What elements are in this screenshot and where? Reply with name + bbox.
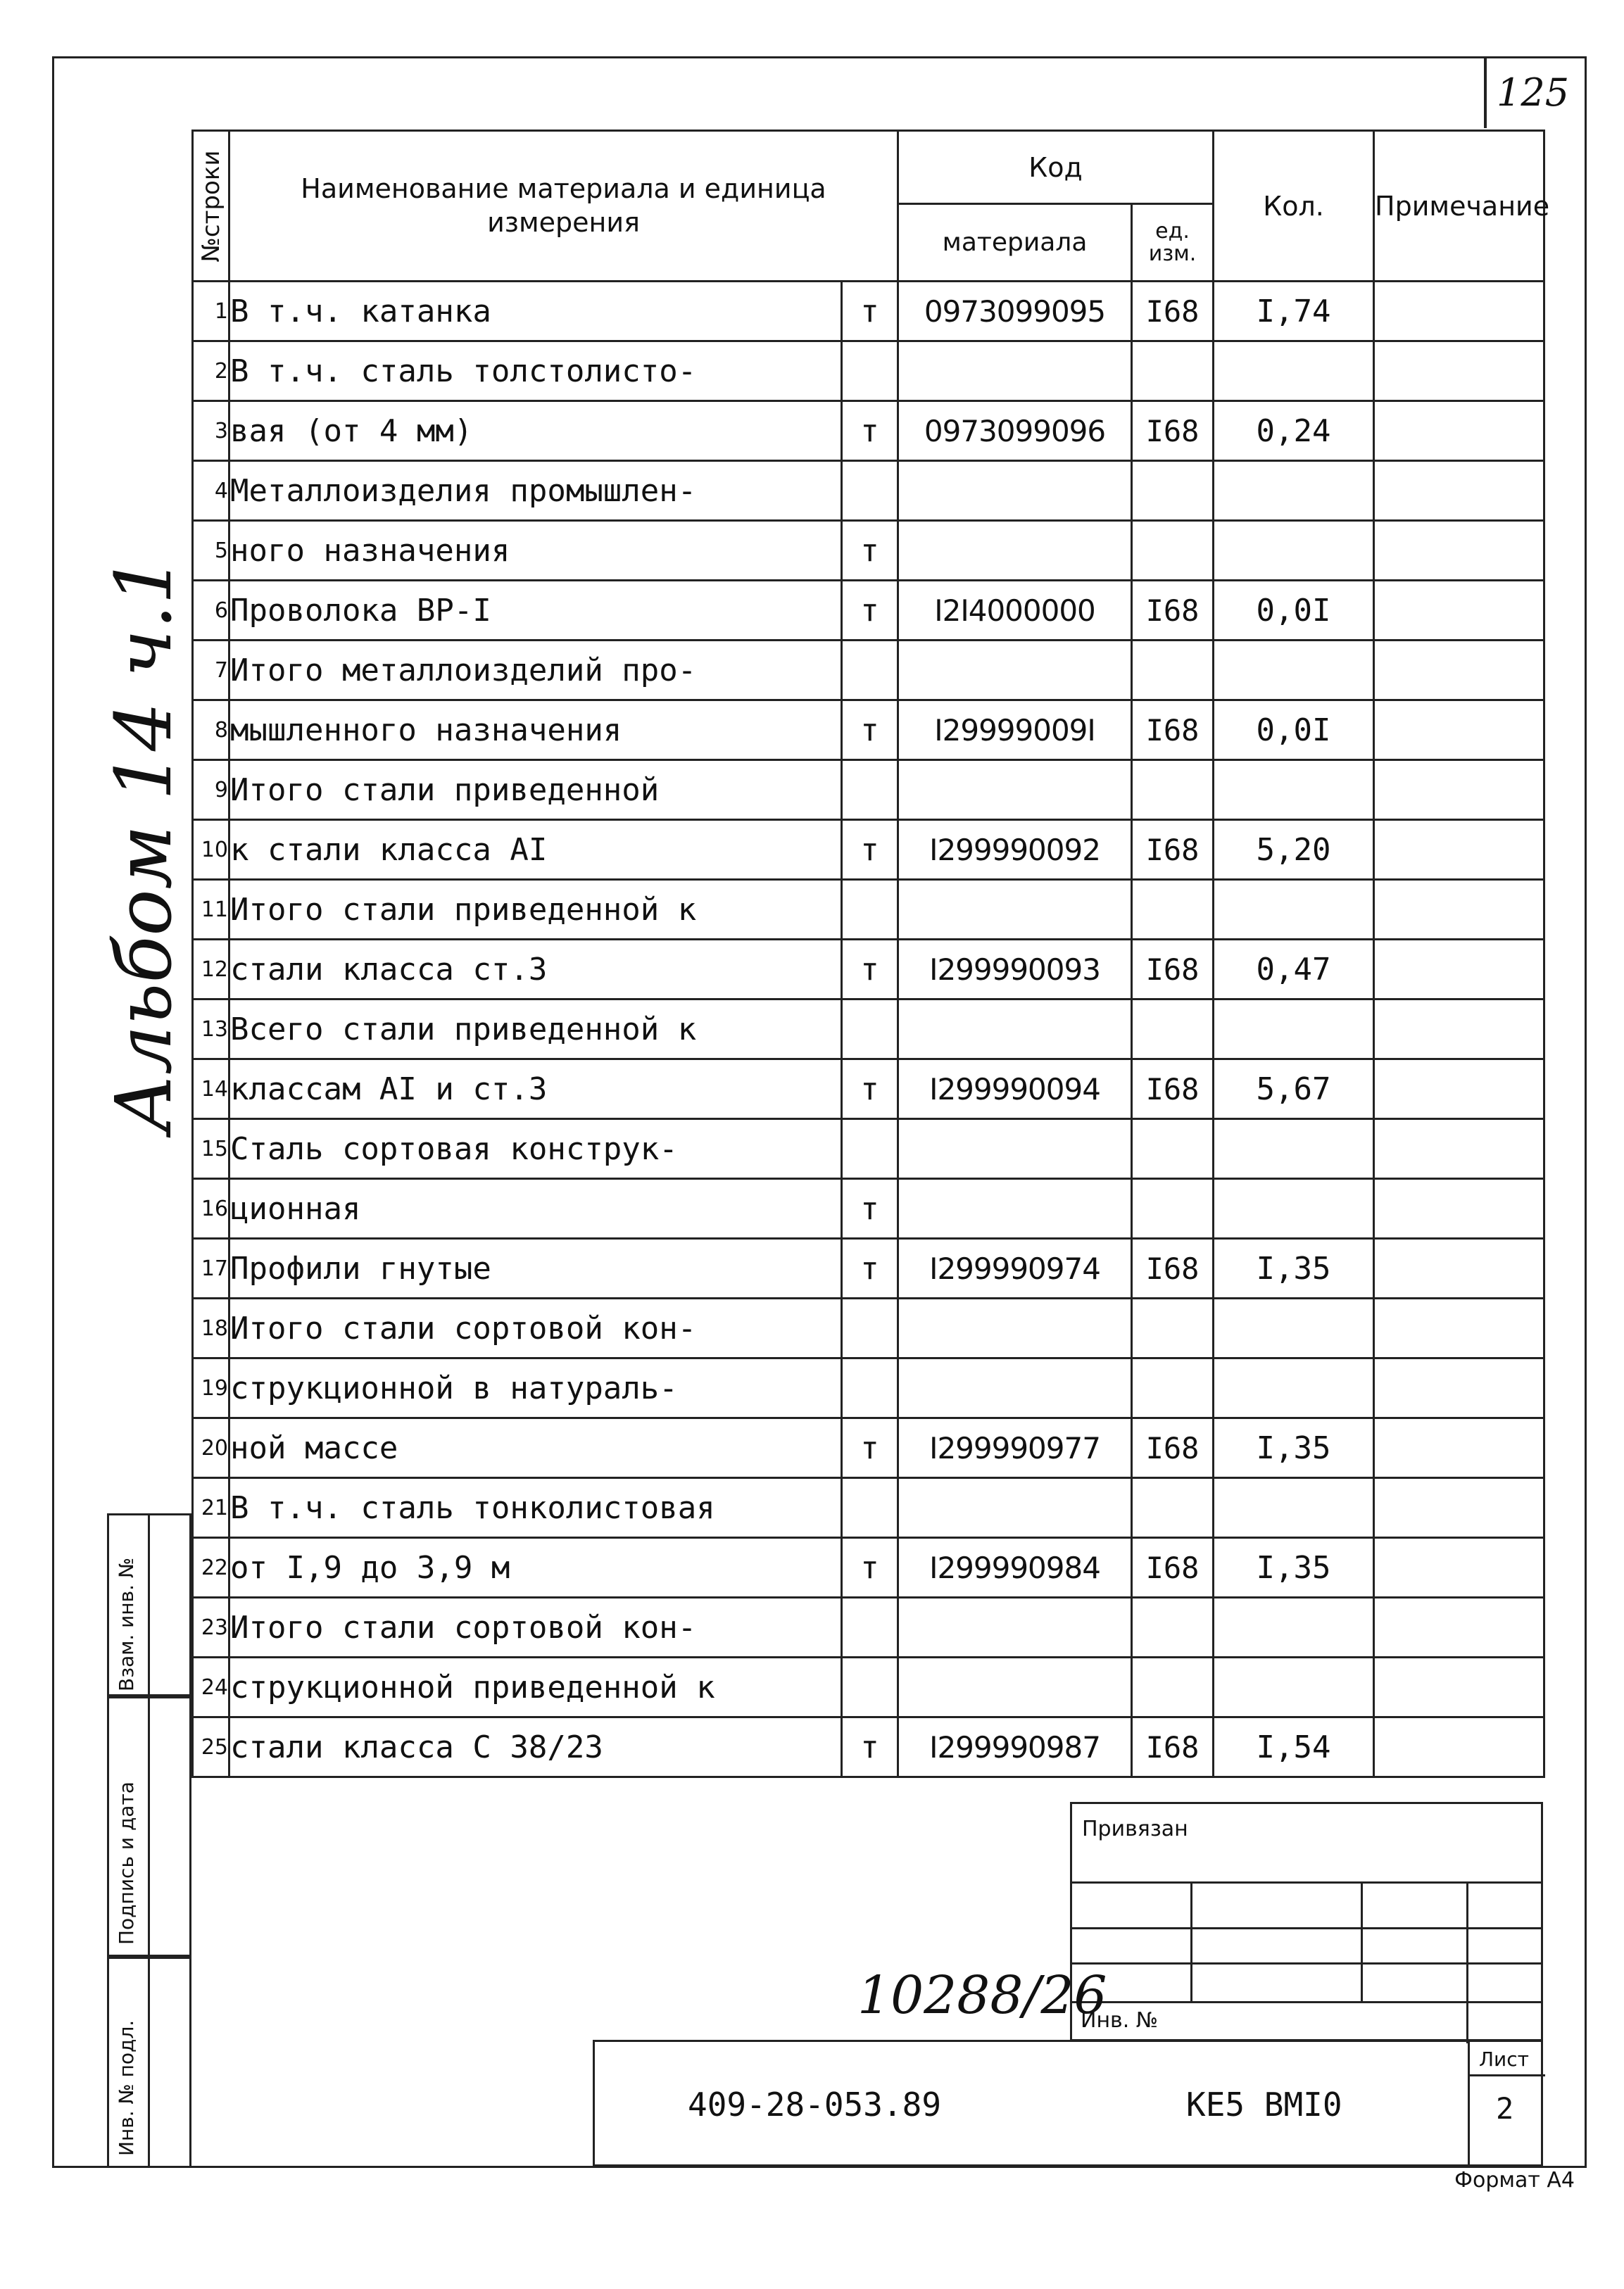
- note-cell: [1374, 1000, 1544, 1059]
- material-name: ной массе: [229, 1418, 842, 1478]
- table-row: [193, 1239, 1544, 1299]
- row-number: 23: [193, 1598, 229, 1658]
- header-name: Наименование материала и единица измерения: [229, 131, 898, 282]
- material-name: В т.ч. катанка: [229, 282, 842, 341]
- doc-mark: КЕ5 ВМI0: [1186, 2086, 1342, 2124]
- unit-abbr: т: [842, 1418, 898, 1478]
- unit-abbr: [842, 461, 898, 521]
- material-name: стали класса ст.3: [229, 940, 842, 1000]
- bound-label: Привязан: [1082, 1817, 1188, 1841]
- note-cell: [1374, 1538, 1544, 1598]
- material-name: ного назначения: [229, 521, 842, 581]
- quantity: 0,0I: [1214, 700, 1374, 760]
- unit-abbr: т: [842, 940, 898, 1000]
- table-row: [193, 1358, 1544, 1418]
- note-cell: [1374, 1658, 1544, 1717]
- table-row: [193, 1000, 1544, 1059]
- note-cell: [1374, 1179, 1544, 1239]
- note-cell: [1374, 1598, 1544, 1658]
- material-code: [898, 1119, 1132, 1179]
- stamp-replace-inv: [107, 1513, 191, 1696]
- material-code: [898, 1299, 1132, 1358]
- header-note: Примечание: [1374, 131, 1544, 282]
- format-label: Формат А4: [1454, 2168, 1575, 2193]
- unit-abbr: т: [842, 1179, 898, 1239]
- unit-code: [1132, 641, 1214, 700]
- unit-abbr: [842, 1478, 898, 1538]
- unit-code: [1132, 1119, 1214, 1179]
- row-number: 2: [193, 341, 229, 401]
- row-number: 18: [193, 1299, 229, 1358]
- stamp-inv-orig-label: Инв. № подл.: [115, 2019, 138, 2156]
- note-cell: [1374, 641, 1544, 700]
- row-number: 3: [193, 401, 229, 461]
- material-name: вая (от 4 мм): [229, 401, 842, 461]
- material-name: Профили гнутые: [229, 1239, 842, 1299]
- note-cell: [1374, 341, 1544, 401]
- unit-code: [1132, 760, 1214, 820]
- quantity: [1214, 1299, 1374, 1358]
- material-code: I299990092: [898, 820, 1132, 880]
- table-row: [193, 1299, 1544, 1358]
- stamp-sign-date: [107, 1696, 191, 1957]
- note-cell: [1374, 1119, 1544, 1179]
- note-cell: [1374, 282, 1544, 341]
- unit-code: [1132, 1598, 1214, 1658]
- unit-code: [1132, 1358, 1214, 1418]
- unit-code: [1132, 880, 1214, 940]
- material-code: [898, 641, 1132, 700]
- material-name: классам АI и ст.3: [229, 1059, 842, 1119]
- table-row: [193, 820, 1544, 880]
- table-row: [193, 1179, 1544, 1239]
- table-row: [193, 1658, 1544, 1717]
- unit-code: I68: [1132, 940, 1214, 1000]
- material-code: [898, 521, 1132, 581]
- row-number: 10: [193, 820, 229, 880]
- quantity: 0,24: [1214, 401, 1374, 461]
- material-name: Итого стали сортовой кон-: [229, 1598, 842, 1658]
- note-cell: [1374, 940, 1544, 1000]
- row-number: 1: [193, 282, 229, 341]
- unit-code: I68: [1132, 1717, 1214, 1777]
- table-row: [193, 641, 1544, 700]
- row-number: 22: [193, 1538, 229, 1598]
- sheet-label: Лист: [1479, 2048, 1529, 2071]
- quantity: I,35: [1214, 1239, 1374, 1299]
- note-cell: [1374, 401, 1544, 461]
- unit-code: I68: [1132, 282, 1214, 341]
- unit-abbr: т: [842, 700, 898, 760]
- row-number: 15: [193, 1119, 229, 1179]
- material-code: I2I4000000: [898, 581, 1132, 641]
- material-name: Итого стали приведенной: [229, 760, 842, 820]
- material-name: Итого стали приведенной к: [229, 880, 842, 940]
- material-name: от I,9 до 3,9 м: [229, 1538, 842, 1598]
- material-code: [898, 880, 1132, 940]
- row-number: 24: [193, 1658, 229, 1717]
- sheet-value: 2: [1496, 2091, 1514, 2126]
- material-name: Итого металлоизделий про-: [229, 641, 842, 700]
- unit-code: I68: [1132, 820, 1214, 880]
- row-number: 25: [193, 1717, 229, 1777]
- material-code: [898, 1179, 1132, 1239]
- table-row: [193, 1059, 1544, 1119]
- table-row: [193, 1418, 1544, 1478]
- note-cell: [1374, 1418, 1544, 1478]
- material-name: струкционной приведенной к: [229, 1658, 842, 1717]
- note-cell: [1374, 1299, 1544, 1358]
- unit-code: [1132, 1478, 1214, 1538]
- unit-code: I68: [1132, 581, 1214, 641]
- quantity: [1214, 1358, 1374, 1418]
- material-code: [898, 1478, 1132, 1538]
- quantity: 5,20: [1214, 820, 1374, 880]
- table-body: [193, 282, 1544, 1777]
- row-number: 9: [193, 760, 229, 820]
- note-cell: [1374, 1478, 1544, 1538]
- inv-no-label: Инв. №: [1081, 2008, 1159, 2033]
- quantity: I,54: [1214, 1717, 1374, 1777]
- unit-code: I68: [1132, 1239, 1214, 1299]
- sheet-number-divider: [1484, 56, 1487, 128]
- note-cell: [1374, 700, 1544, 760]
- quantity: [1214, 341, 1374, 401]
- table-row: [193, 1478, 1544, 1538]
- row-number: 16: [193, 1179, 229, 1239]
- quantity: [1214, 1598, 1374, 1658]
- materials-table: [191, 130, 1550, 1778]
- unit-code: [1132, 341, 1214, 401]
- material-code: [898, 341, 1132, 401]
- quantity: [1214, 641, 1374, 700]
- row-number: 6: [193, 581, 229, 641]
- row-number: 5: [193, 521, 229, 581]
- material-code: I29999009I: [898, 700, 1132, 760]
- quantity: I,74: [1214, 282, 1374, 341]
- quantity: I,35: [1214, 1418, 1374, 1478]
- note-cell: [1374, 581, 1544, 641]
- unit-abbr: [842, 1658, 898, 1717]
- note-cell: [1374, 461, 1544, 521]
- material-code: I299990094: [898, 1059, 1132, 1119]
- unit-code: [1132, 521, 1214, 581]
- table-row: [193, 1119, 1544, 1179]
- quantity: [1214, 521, 1374, 581]
- header-qty: Кол.: [1214, 131, 1374, 282]
- unit-abbr: т: [842, 581, 898, 641]
- material-name: струкционной в натураль-: [229, 1358, 842, 1418]
- material-name: к стали класса АI: [229, 820, 842, 880]
- note-cell: [1374, 820, 1544, 880]
- unit-abbr: т: [842, 1239, 898, 1299]
- quantity: [1214, 1179, 1374, 1239]
- material-name: Сталь сортовая конструк-: [229, 1119, 842, 1179]
- quantity: [1214, 1658, 1374, 1717]
- unit-abbr: т: [842, 1717, 898, 1777]
- material-name: Проволока ВР-I: [229, 581, 842, 641]
- row-number: 8: [193, 700, 229, 760]
- row-number: 11: [193, 880, 229, 940]
- material-name: Металлоизделия промышлен-: [229, 461, 842, 521]
- material-code: I299990987: [898, 1717, 1132, 1777]
- table-row: [193, 461, 1544, 521]
- sheet-number-handwritten: 125: [1497, 70, 1570, 115]
- note-cell: [1374, 1358, 1544, 1418]
- doc-code: 409-28-053.89: [688, 2086, 942, 2124]
- table-row: [193, 700, 1544, 760]
- row-number: 13: [193, 1000, 229, 1059]
- material-code: 0973099095: [898, 282, 1132, 341]
- quantity: [1214, 1000, 1374, 1059]
- header-material: материала: [898, 204, 1132, 282]
- material-code: [898, 461, 1132, 521]
- handwritten-number: 10288/26: [857, 1965, 1107, 2026]
- unit-code: I68: [1132, 1418, 1214, 1478]
- row-number: 4: [193, 461, 229, 521]
- row-number: 14: [193, 1059, 229, 1119]
- quantity: I,35: [1214, 1538, 1374, 1598]
- material-code: [898, 1000, 1132, 1059]
- side-note-handwritten: Альбом 14 ч.1: [99, 555, 189, 1133]
- unit-abbr: [842, 341, 898, 401]
- material-code: 0973099096: [898, 401, 1132, 461]
- material-code: [898, 760, 1132, 820]
- row-number: 7: [193, 641, 229, 700]
- table-row: [193, 581, 1544, 641]
- header-row-no: №строки: [193, 131, 229, 282]
- unit-abbr: т: [842, 820, 898, 880]
- material-name: В т.ч. сталь толстолисто-: [229, 341, 842, 401]
- material-code: I299990093: [898, 940, 1132, 1000]
- material-code: [898, 1598, 1132, 1658]
- unit-abbr: т: [842, 282, 898, 341]
- row-number: 19: [193, 1358, 229, 1418]
- header-code: Код: [898, 131, 1214, 204]
- material-name: стали класса С 38/23: [229, 1717, 842, 1777]
- table-row: [193, 1598, 1544, 1658]
- unit-abbr: [842, 1000, 898, 1059]
- unit-code: I68: [1132, 1059, 1214, 1119]
- note-cell: [1374, 1239, 1544, 1299]
- row-number: 17: [193, 1239, 229, 1299]
- stamp-inv-orig: [107, 1957, 191, 2168]
- unit-code: [1132, 1000, 1214, 1059]
- note-cell: [1374, 760, 1544, 820]
- quantity: 0,0I: [1214, 581, 1374, 641]
- unit-abbr: [842, 1119, 898, 1179]
- note-cell: [1374, 1059, 1544, 1119]
- table-row: [193, 1538, 1544, 1598]
- unit-abbr: [842, 1299, 898, 1358]
- material-name: ционная: [229, 1179, 842, 1239]
- material-code: I299990977: [898, 1418, 1132, 1478]
- unit-abbr: [842, 1598, 898, 1658]
- bound-block: [1070, 1802, 1543, 2041]
- table-row: [193, 1717, 1544, 1777]
- table-row: [193, 880, 1544, 940]
- table-row: [193, 401, 1544, 461]
- unit-code: [1132, 1179, 1214, 1239]
- table-row: [193, 521, 1544, 581]
- unit-code: I68: [1132, 700, 1214, 760]
- unit-code: [1132, 1299, 1214, 1358]
- header-unit: ед. изм.: [1132, 204, 1214, 282]
- table-row: [193, 940, 1544, 1000]
- unit-code: [1132, 1658, 1214, 1717]
- row-number: 12: [193, 940, 229, 1000]
- unit-code: [1132, 461, 1214, 521]
- quantity: [1214, 1478, 1374, 1538]
- unit-abbr: т: [842, 1538, 898, 1598]
- unit-abbr: т: [842, 1059, 898, 1119]
- quantity: [1214, 760, 1374, 820]
- quantity: 0,47: [1214, 940, 1374, 1000]
- material-name: Итого стали сортовой кон-: [229, 1299, 842, 1358]
- title-block: [593, 2040, 1543, 2167]
- table-row: [193, 341, 1544, 401]
- material-name: мышленного назначения: [229, 700, 842, 760]
- stamp-replace-inv-label: Взам. инв. №: [115, 1557, 138, 1691]
- material-code: I299990984: [898, 1538, 1132, 1598]
- unit-code: I68: [1132, 401, 1214, 461]
- note-cell: [1374, 1717, 1544, 1777]
- material-code: [898, 1358, 1132, 1418]
- note-cell: [1374, 880, 1544, 940]
- table-row: [193, 760, 1544, 820]
- row-number: 21: [193, 1478, 229, 1538]
- unit-abbr: [842, 641, 898, 700]
- row-number: 20: [193, 1418, 229, 1478]
- material-code: I299990974: [898, 1239, 1132, 1299]
- unit-abbr: т: [842, 401, 898, 461]
- stamp-sign-date-label: Подпись и дата: [115, 1782, 138, 1945]
- quantity: [1214, 880, 1374, 940]
- unit-abbr: [842, 1358, 898, 1418]
- unit-abbr: [842, 880, 898, 940]
- table-row: [193, 282, 1544, 341]
- quantity: [1214, 1119, 1374, 1179]
- quantity: [1214, 461, 1374, 521]
- note-cell: [1374, 521, 1544, 581]
- material-name: Всего стали приведенной к: [229, 1000, 842, 1059]
- unit-code: I68: [1132, 1538, 1214, 1598]
- material-name: В т.ч. сталь тонколистовая: [229, 1478, 842, 1538]
- quantity: 5,67: [1214, 1059, 1374, 1119]
- material-code: [898, 1658, 1132, 1717]
- unit-abbr: т: [842, 521, 898, 581]
- unit-abbr: [842, 760, 898, 820]
